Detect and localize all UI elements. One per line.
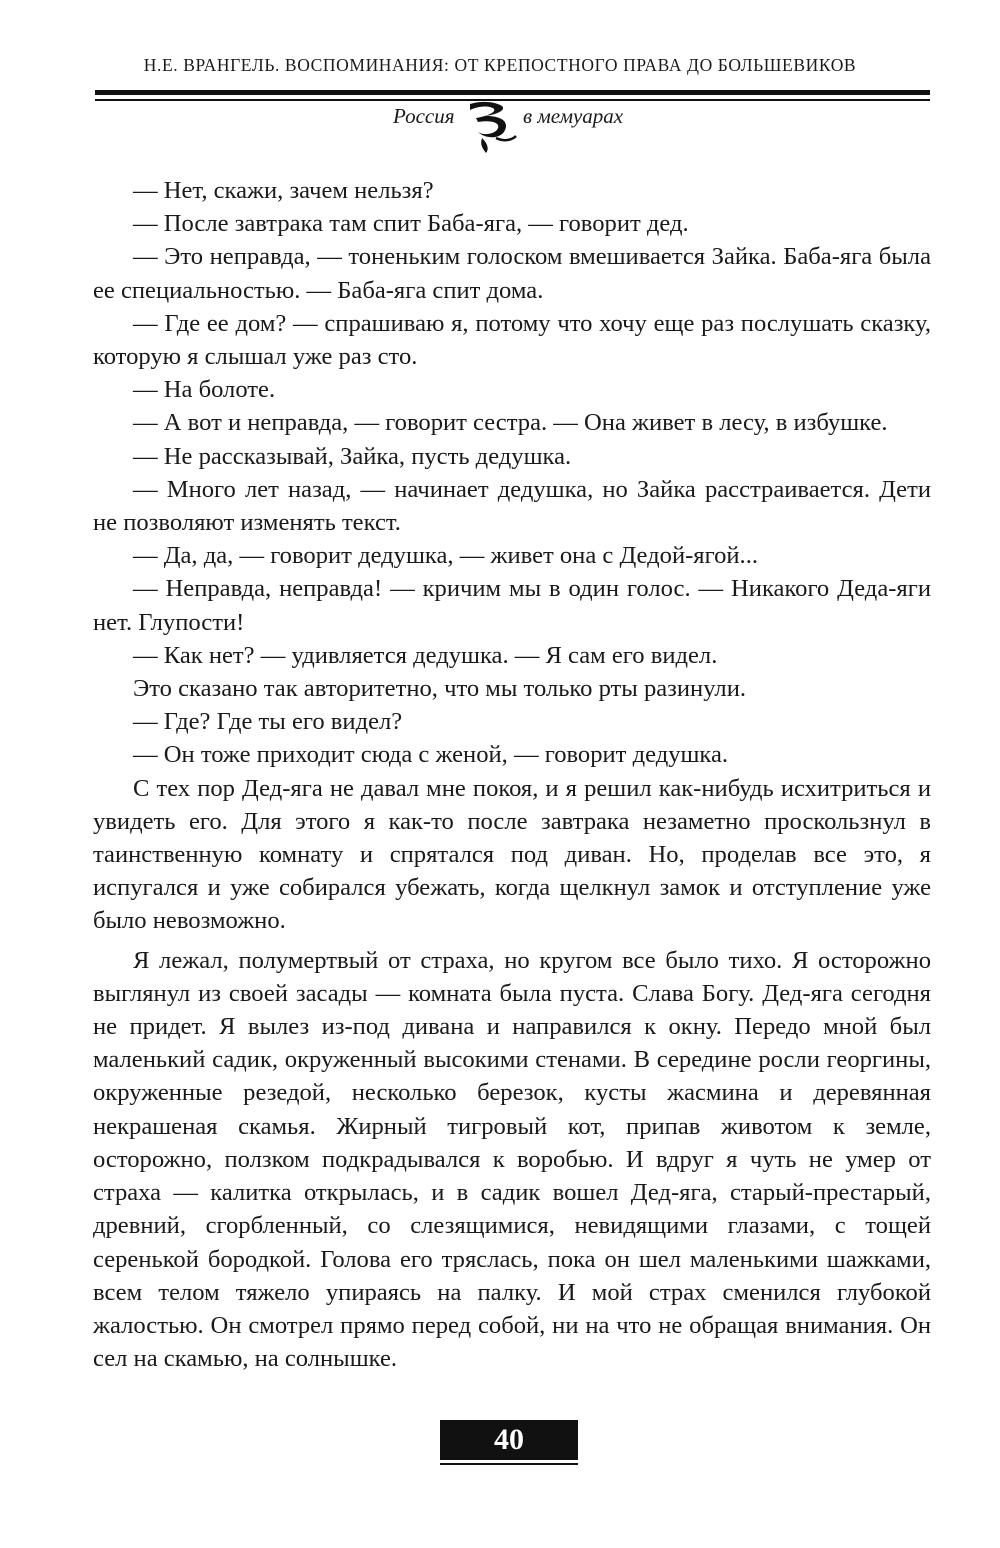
paragraph: — Да, да, — говорит дедушка, — живет она с Дедой-ягой... — [133, 542, 758, 570]
page-number-rule — [440, 1463, 578, 1465]
paragraph: — Это неправда, — тоненьким голоском вмешивается Зайка. Баба-яга была ее специальностью. — Баба-яга спит дома. — [93, 243, 931, 304]
paragraph: — Как нет? — удивляется дедушка. — Я сам его видел. — [133, 641, 718, 669]
series-emblem-icon — [456, 98, 522, 154]
emblem-tail — [496, 136, 516, 140]
paragraph: С тех пор Дед-яга не давал мне покоя, и я решил как-нибудь исхитриться и увидеть его. Для этого я как-то после завтрака незаметно проскользнул в таинственную комнату и спрятался под диван. Но, проделав все это, я испугался и уже собирался убежать, когда щелкнул замок и отступление уже было невозможно. — [93, 774, 931, 935]
paragraph: — Много лет назад, — начинает дедушка, но Зайка расстраивается. Дети не позволяют изменять текст. — [93, 475, 931, 537]
paragraph: — А вот и неправда, — говорит сестра. — Она живет в лесу, в избушке. — [133, 409, 888, 437]
paragraph: — Где ее дом? — спрашиваю я, потому что хочу еще раз послушать сказку, которую я слышал уже раз сто. — [93, 309, 931, 371]
header-rule-thick — [95, 90, 930, 95]
paragraph: — Нет, скажи, зачем нельзя? — [133, 177, 434, 204]
running-head: Н.Е. ВРАНГЕЛЬ. ВОСПОМИНАНИЯ: ОТ КРЕПОСТНОГО ПРАВА ДО БОЛЬШЕВИКОВ — [143, 55, 857, 75]
paragraph: Это сказано так авторитетно, что мы только рты разинули. — [133, 675, 747, 703]
paragraph: Я лежал, полумертвый от страха, но кругом все было тихо. Я осторожно выглянул из своей засады — комната была пуста. Слава Богу. Дед-яга сегодня не придет. Я вылез из-под дивана и направился к окну. Передо мной был маленький садик, окруженный высокими стенами. В середине росли георгины, окруженные резедой, несколько березок, кусты жасмина и деревянная некрашеная скамья. Жирный тигровый кот, припав животом к земле, осторожно, ползком подкрадывался к воробью. И вдруг я чуть не умер от страха — калитка открылась, и в садик вошел Дед-яга, старый-престарый, древний, сгорбленный, со слезящимися, невидящими глазами, с тощей серенькой бородкой. Голова его тряслась, пока он шел маленькими шажками, всем телом тяжело упираясь на палку. И мой страх сменился глубокой жалостью. Он смотрел прямо перед собой, ни на что не обращая внимания. Он сел на скамью, на солнышке. — [93, 946, 931, 1373]
paragraph: — Где? Где ты его видел? — [133, 708, 403, 736]
paragraph: — Он тоже приходит сюда с женой, — говорит дедушка. — [133, 741, 729, 769]
emblem-flourish — [470, 102, 506, 137]
body-text — [93, 174, 931, 1375]
paragraph: — Неправда, неправда! — кричим мы в один голос. — Никакого Деда-яги нет. Глупости! — [93, 575, 931, 636]
paragraph: — На болоте. — [133, 376, 276, 404]
emblem-leaf — [481, 138, 487, 153]
series-title-right: в мемуарах — [523, 104, 624, 128]
paragraph: — После завтрака там спит Баба-яга, — говорит дед. — [133, 210, 689, 238]
page-number: 40 — [440, 1420, 578, 1460]
paragraph: — Не рассказывай, Зайка, пусть дедушка. — [133, 442, 572, 470]
series-title-left: Россия — [393, 104, 455, 128]
